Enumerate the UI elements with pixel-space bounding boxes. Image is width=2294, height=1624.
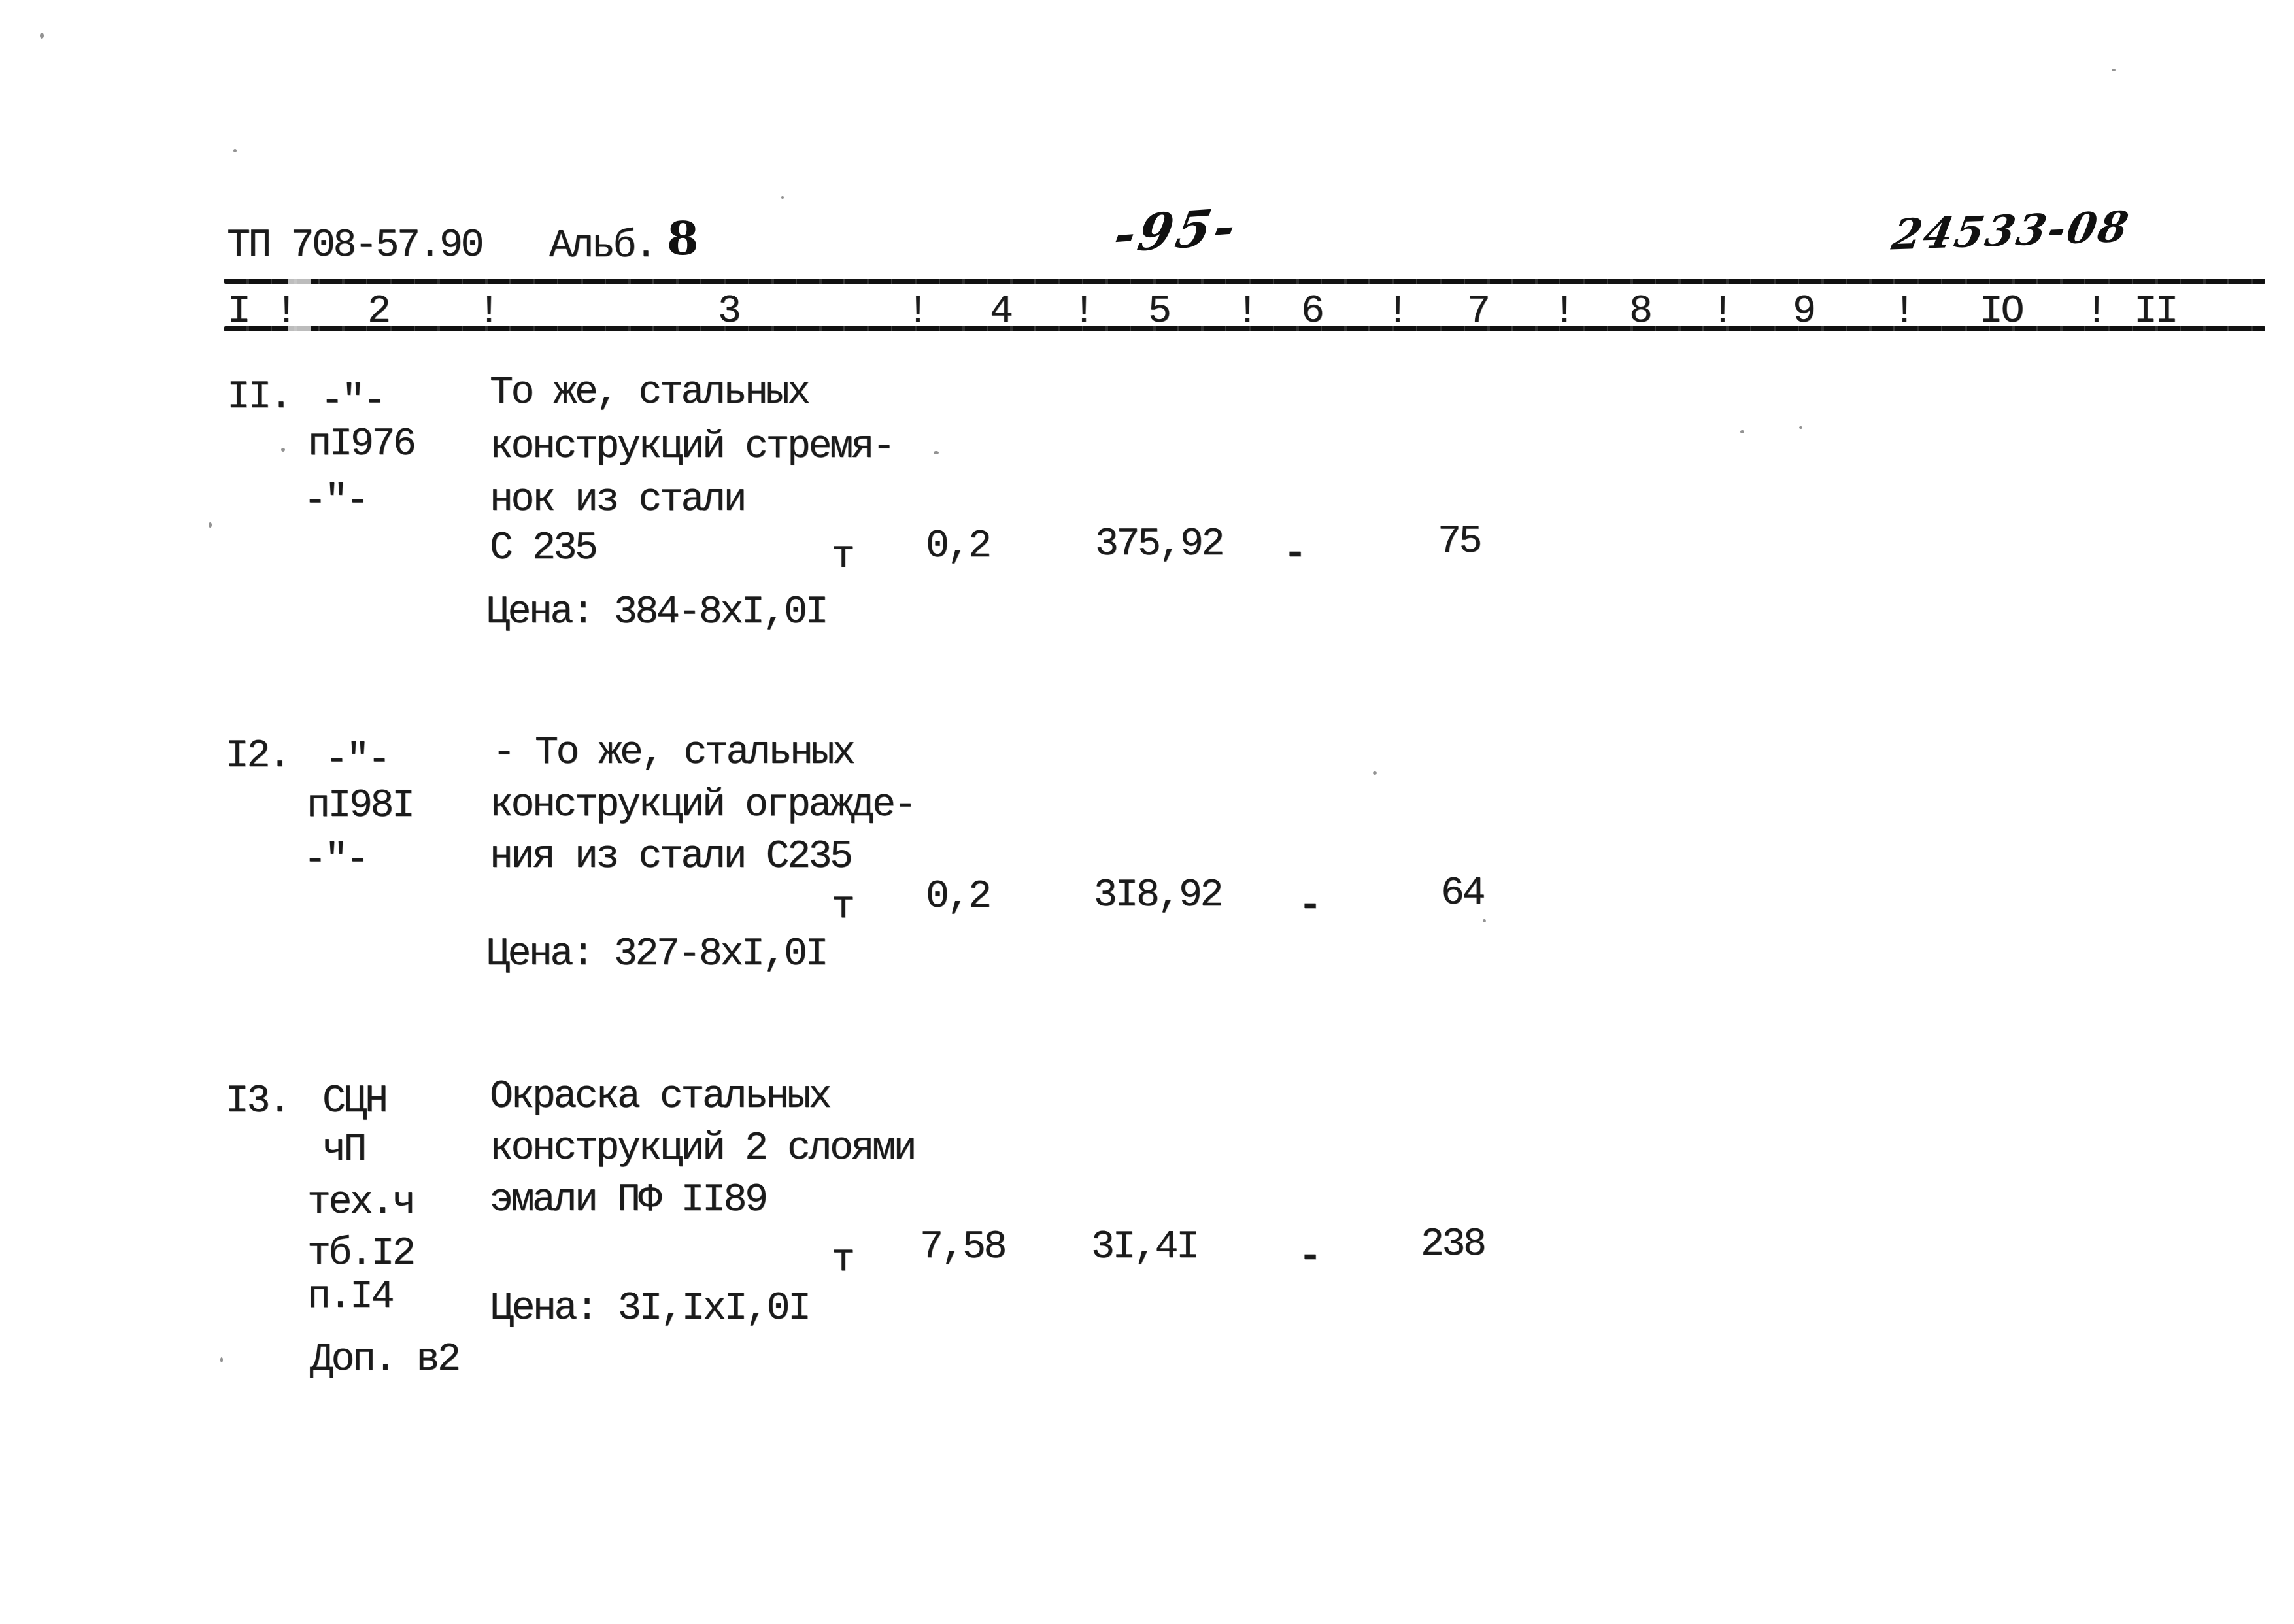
- row-basis-ditto: -"-: [303, 838, 367, 883]
- scan-speck: [1799, 426, 1802, 429]
- row-basis-ref: чП: [322, 1128, 365, 1172]
- row-basis-ref: тб.I2: [307, 1232, 414, 1276]
- scan-speck: [1373, 771, 1377, 775]
- column-separator: !: [2085, 290, 2106, 334]
- row-unit-price: 3I8,92: [1094, 873, 1222, 918]
- row-description: ния из стали С235: [490, 835, 851, 879]
- column-number-4: 4: [990, 290, 1011, 334]
- doc-code: ТП 708-57.90: [227, 224, 482, 268]
- column-separator: !: [906, 290, 928, 334]
- row-description: конструкций стремя-: [490, 425, 894, 469]
- scan-speck: [220, 1357, 223, 1362]
- row-unit: т: [832, 885, 853, 930]
- page-number-handwritten: -95-: [1109, 196, 1243, 265]
- row-basis-ref: тех.ч: [307, 1181, 414, 1225]
- stamp-number-handwritten: 24533-08: [1888, 202, 2134, 260]
- column-number-10: IO: [1980, 290, 2023, 334]
- row-index: I3.: [226, 1079, 290, 1124]
- row-total: 238: [1421, 1223, 1485, 1267]
- row-dash: -: [1298, 884, 1320, 928]
- row-total: 64: [1441, 871, 1484, 916]
- scan-speck: [2112, 69, 2116, 71]
- row-price-note: Цена: 3I,IхI,0I: [490, 1287, 809, 1331]
- row-description: Окраска стальных: [490, 1075, 830, 1119]
- column-separator: !: [1553, 290, 1574, 334]
- table-header-rule-top: [224, 279, 2265, 284]
- column-separator: !: [1236, 290, 1257, 334]
- column-number-11: II: [2134, 290, 2177, 334]
- row-total: 75: [1438, 520, 1481, 564]
- album-label: Альб.: [549, 224, 656, 269]
- row-quantity: 0,2: [926, 875, 990, 919]
- row-description: То же, стальных: [490, 371, 809, 415]
- column-number-9: 9: [1793, 290, 1814, 334]
- row-quantity: 7,58: [920, 1225, 1005, 1270]
- column-number-2: 2: [367, 290, 389, 334]
- row-quantity: 0,2: [926, 524, 990, 569]
- row-price-note: Цена: 384-8хI,0I: [486, 590, 827, 635]
- row-unit: т: [832, 1238, 853, 1283]
- scan-speck: [934, 451, 939, 454]
- scan-speck: [1483, 919, 1486, 922]
- row-description: эмали ПФ II89: [490, 1178, 766, 1223]
- column-number-7: 7: [1467, 290, 1489, 334]
- row-price-note: Цена: 327-8хI,0I: [486, 932, 827, 977]
- row-dash: -: [1298, 1235, 1320, 1279]
- scan-speck: [233, 149, 237, 152]
- row-unit: т: [832, 535, 853, 579]
- row-basis-ditto: -"-: [320, 379, 384, 424]
- row-index: II.: [227, 375, 291, 420]
- row-steel-grade: С 235: [490, 526, 596, 571]
- row-description: нок из стали: [490, 478, 745, 522]
- row-basis-ref: Доп. в2: [310, 1338, 459, 1382]
- row-basis-ditto: -"-: [325, 738, 389, 783]
- column-number-3: 3: [718, 290, 739, 334]
- column-separator: !: [1711, 290, 1732, 334]
- album-number-handwritten: 8: [666, 211, 700, 266]
- rule-scan-gap: [288, 278, 311, 284]
- row-description: конструкций 2 слоями: [490, 1126, 915, 1171]
- row-description: конструкций огражде-: [490, 783, 915, 828]
- column-separator: !: [1893, 290, 1914, 334]
- row-basis-ditto: -"-: [303, 479, 367, 524]
- column-separator: !: [1072, 290, 1094, 334]
- column-number-1: I: [228, 290, 249, 334]
- column-number-8: 8: [1629, 290, 1651, 334]
- row-unit-price: 375,92: [1095, 522, 1223, 567]
- row-basis-ref: СЦН: [322, 1079, 386, 1124]
- column-separator: !: [275, 290, 296, 334]
- row-description: - То же, стальных: [492, 731, 854, 775]
- row-basis-ref: пI976: [308, 422, 414, 467]
- scan-speck: [781, 196, 784, 199]
- row-basis-ref: пI98I: [307, 784, 413, 828]
- row-basis-ref: п.I4: [307, 1275, 393, 1319]
- row-unit-price: 3I,4I: [1091, 1225, 1198, 1270]
- column-number-5: 5: [1148, 290, 1170, 334]
- scan-speck: [40, 33, 44, 39]
- scan-speck: [281, 448, 285, 452]
- row-index: I2.: [226, 734, 290, 779]
- scan-speck: [209, 522, 212, 528]
- column-separator: !: [1386, 290, 1408, 334]
- column-separator: !: [477, 290, 499, 334]
- row-dash: -: [1283, 532, 1305, 577]
- scan-speck: [1740, 430, 1744, 433]
- column-number-6: 6: [1301, 290, 1323, 334]
